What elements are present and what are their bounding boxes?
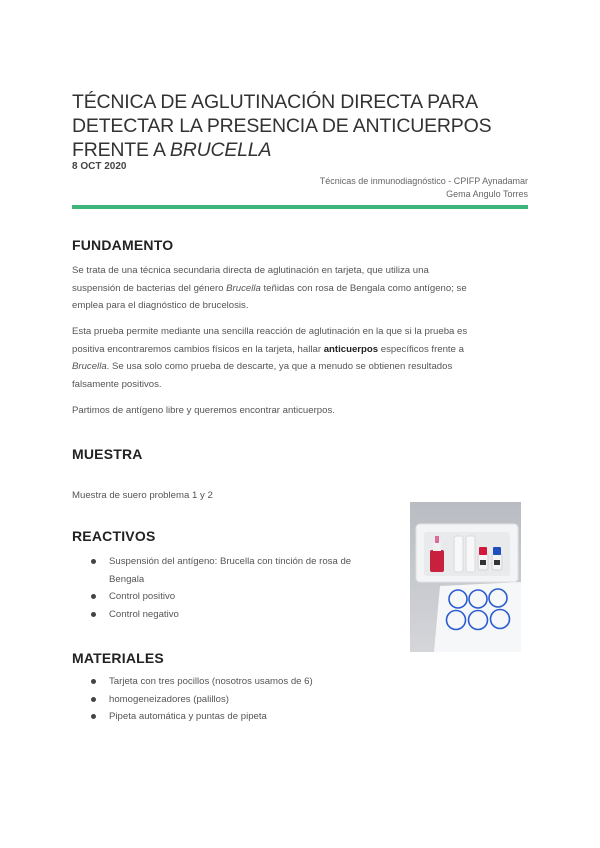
kit-photo-svg [410,502,521,652]
kit-photo [410,502,521,652]
heading-muestra: MUESTRA [72,446,143,462]
list-item-text: Control negativo [109,608,179,620]
title-line-1: TÉCNICA DE AGLUTINACIÓN DIRECTA PARA [72,91,478,113]
bullet-icon [91,697,96,702]
fundamento-paragraph-2 [72,323,528,393]
list-item-text: Control positivo [109,591,176,603]
title-line-2: DETECTAR LA PRESENCIA DE ANTICUERPOS [72,115,492,137]
list-item [72,691,472,709]
heading-materiales: MATERIALES [72,650,164,666]
title-line-3-prefix: FRENTE A [72,139,170,161]
list-item-text: Pipeta automática y puntas de pipeta [109,711,267,723]
p2-line-b-post: específicos frente a [378,343,464,355]
bullet-icon [91,612,96,617]
p2-line-c-italic: Brucella [72,361,107,373]
list-item [72,708,472,726]
heading-reactivos: REACTIVOS [72,528,156,544]
p2-line-b-pre: positiva encontraremos cambios físicos en la tarjeta, hallar [72,343,324,355]
list-item-text: Tarjeta con tres pocillos (nosotros usamos de 6) [109,676,313,687]
bullet-icon [91,714,96,719]
course-name: Técnicas de inmunodiagnóstico - CPIFP Aynadamar [319,176,528,186]
list-item [72,553,402,588]
list-item-text: Suspensión del antígeno: Brucella con tinción de rosa de [109,556,352,567]
document-title [72,90,542,162]
fundamento-paragraph-1 [72,262,528,315]
fundamento-paragraph-3: Partimos de antígeno libre y queremos encontrar anticuerpos. [72,405,335,416]
document-date: 8 OCT 2020 [72,161,127,172]
p1-line-b-post: teñidas con rosa de Bengala como antígeno; se [260,282,467,294]
document-meta [320,175,528,201]
p2-line-c-post: . Se usa solo como prueba de descarte, ya que a menudo se obtienen resultados [106,361,453,373]
materiales-list [72,673,472,726]
list-item [72,588,402,606]
list-item [72,606,402,624]
header-divider [72,205,528,209]
bullet-icon [91,679,96,684]
p2-line-a: Esta prueba permite mediante una sencilla reacción de aglutinación en la que si la prueba es [72,326,468,337]
p2-line-d: falsamente positivos. [72,378,162,390]
p1-line-b-italic: Brucella [226,282,261,294]
author-name: Gema Angulo Torres [446,189,528,199]
list-item-text-cont: Bengala [109,573,145,585]
muestra-text: Muestra de suero problema 1 y 2 [72,490,213,501]
p1-line-a: Se trata de una técnica secundaria directa de aglutinación en tarjeta, que utiliza una [72,265,429,276]
list-item [72,673,472,691]
p2-line-b-bold: anticuerpos [323,343,379,355]
bullet-icon [91,559,96,564]
p1-line-b-pre: suspensión de bacterias del género [72,282,227,294]
reactivos-list [72,553,402,623]
p1-line-c: emplea para el diagnóstico de brucelosis. [72,300,249,312]
title-line-3-italic: BRUCELLA [169,139,272,161]
heading-fundamento: FUNDAMENTO [72,237,174,253]
list-item-text: homogeneizadores (palillos) [109,693,229,705]
bullet-icon [91,594,96,599]
